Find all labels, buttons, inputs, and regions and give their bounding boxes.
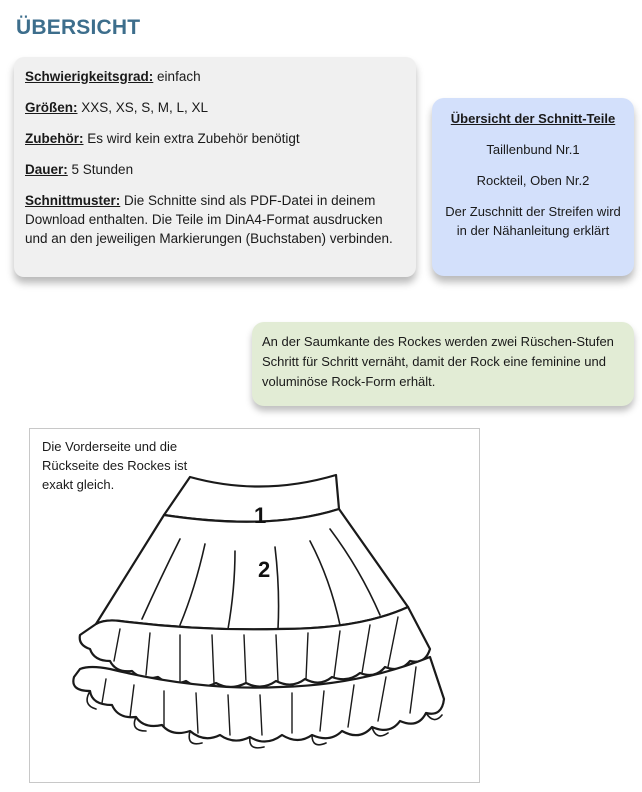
ruffle-note-text: An der Saumkante des Rockes werden zwei Rüschen-Stufen Schritt für Schritt vernäht, damit der Rock eine feminine und voluminöse Rock-Form erhält. <box>262 334 614 389</box>
duration-row <box>25 160 404 179</box>
pattern-parts-box <box>432 98 634 276</box>
difficulty-label: Schwierigkeitsgrad: <box>25 69 154 84</box>
skirt-illustration <box>29 428 480 783</box>
parts-item: Der Zuschnitt der Streifen wird in der Nähanleitung erklärt <box>445 204 621 238</box>
parts-heading: Übersicht der Schnitt-Teile <box>450 111 616 126</box>
pattern-label: Schnittmuster: <box>25 193 121 208</box>
accessories-row <box>25 129 404 148</box>
parts-item: Rockteil, Oben Nr.2 <box>476 173 590 188</box>
sizes-label: Größen: <box>25 100 78 115</box>
duration-value: 5 Stunden <box>67 162 134 177</box>
difficulty-row <box>25 67 404 86</box>
pattern-value: Die Schnitte sind als PDF-Datei in deinem Download enthalten. Die Teile im DinA4-Format ausdrucken und an den jeweiligen Markierungen (Buchstaben) verbinden. <box>25 193 393 246</box>
page-title: ÜBERSICHT <box>16 16 141 39</box>
accessories-value: Es wird kein extra Zubehör benötigt <box>83 131 300 146</box>
sizes-value: XXS, XS, S, M, L, XL <box>77 100 209 115</box>
info-box <box>14 57 416 277</box>
skirt-upper-panel <box>96 509 408 629</box>
parts-item: Taillenbund Nr.1 <box>486 142 580 157</box>
ruffle-note-box <box>252 322 634 406</box>
difficulty-value: einfach <box>153 69 201 84</box>
pattern-row <box>25 191 404 248</box>
part-number-2: 2 <box>258 557 271 582</box>
illustration-caption: Die Vorderseite und die Rückseite des Rockes ist exakt gleich. <box>42 439 188 492</box>
part-number-1: 1 <box>254 503 267 528</box>
skirt-drawing <box>30 429 479 782</box>
accessories-label: Zubehör: <box>25 131 84 146</box>
sizes-row <box>25 98 404 117</box>
duration-label: Dauer: <box>25 162 68 177</box>
